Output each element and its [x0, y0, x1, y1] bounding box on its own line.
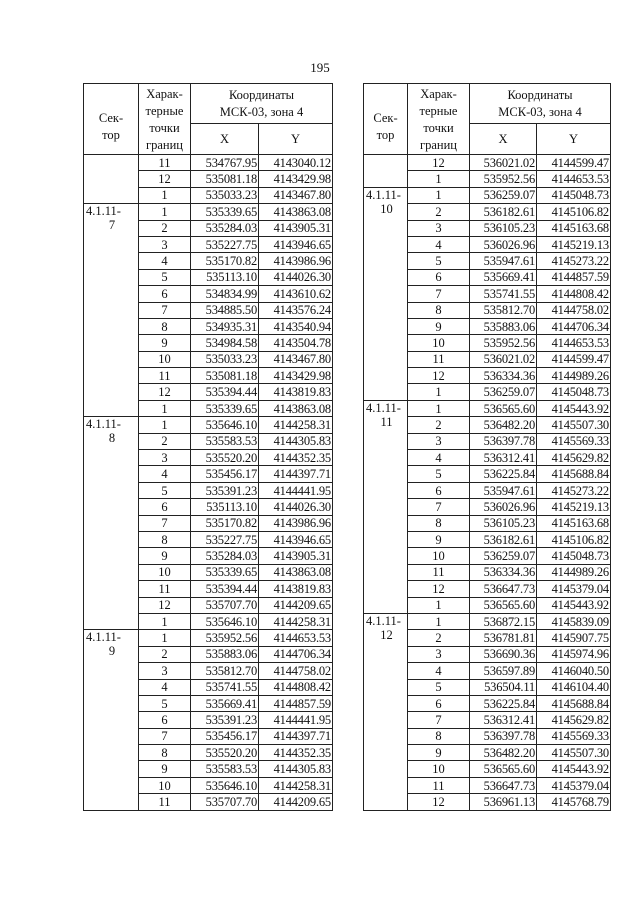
x-coordinate-cell: 536397.78: [470, 728, 537, 744]
y-coordinate-cell: 4143467.80: [259, 187, 333, 203]
y-coordinate-cell: 4143946.65: [259, 531, 333, 547]
x-coordinate-cell: 536026.96: [470, 236, 537, 252]
x-coordinate-cell: 535170.82: [191, 253, 259, 269]
x-coordinate-cell: 535033.23: [191, 187, 259, 203]
x-coordinate-cell: 535741.55: [470, 286, 537, 302]
x-coordinate-cell: 536504.11: [470, 679, 537, 695]
x-coordinate-cell: 536397.78: [470, 433, 537, 449]
y-coordinate-cell: 4143863.08: [259, 564, 333, 580]
point-number-cell: 6: [408, 269, 470, 285]
point-number-cell: 10: [408, 335, 470, 351]
y-coordinate-cell: 4145629.82: [537, 712, 611, 728]
x-coordinate-cell: 536597.89: [470, 663, 537, 679]
x-coordinate-cell: 535646.10: [191, 777, 259, 793]
x-coordinate-cell: 536781.81: [470, 630, 537, 646]
y-coordinate-cell: 4143905.31: [259, 548, 333, 564]
y-coordinate-cell: 4143576.24: [259, 302, 333, 318]
x-coordinate-cell: 535227.75: [191, 531, 259, 547]
point-number-cell: 12: [408, 794, 470, 810]
x-coordinate-cell: 535952.56: [191, 630, 259, 646]
x-coordinate-cell: 535394.44: [191, 384, 259, 400]
x-coordinate-cell: 535391.23: [191, 712, 259, 728]
table-row: [84, 417, 333, 433]
x-coordinate-cell: 535669.41: [191, 695, 259, 711]
y-coordinate-cell: 4144258.31: [259, 417, 333, 433]
point-number-cell: 12: [139, 597, 191, 613]
x-coordinate-cell: 536021.02: [470, 155, 537, 171]
x-coordinate-cell: 535520.20: [191, 450, 259, 466]
point-number-cell: 1: [408, 187, 470, 203]
sector-cell: 4.1.11- 8: [84, 417, 139, 630]
table-row: [364, 155, 611, 171]
x-coordinate-cell: 536259.07: [470, 548, 537, 564]
header-points: Харак- терные точки границ: [408, 84, 470, 155]
coordinates-table-right: [363, 83, 611, 811]
y-coordinate-cell: 4144653.53: [537, 335, 611, 351]
point-number-cell: 3: [408, 220, 470, 236]
x-coordinate-cell: 535339.65: [191, 400, 259, 416]
y-coordinate-cell: 4144258.31: [259, 777, 333, 793]
y-coordinate-cell: 4145163.68: [537, 515, 611, 531]
point-number-cell: 11: [139, 794, 191, 810]
point-number-cell: 4: [139, 679, 191, 695]
y-coordinate-cell: 4145974.96: [537, 646, 611, 662]
x-coordinate-cell: 536225.84: [470, 695, 537, 711]
y-coordinate-cell: 4145443.92: [537, 400, 611, 416]
y-coordinate-cell: 4143986.96: [259, 253, 333, 269]
y-coordinate-cell: 4145569.33: [537, 433, 611, 449]
header-sector: Сек- тор: [364, 84, 408, 155]
point-number-cell: 2: [408, 417, 470, 433]
y-coordinate-cell: 4144026.30: [259, 269, 333, 285]
y-coordinate-cell: 4145507.30: [537, 745, 611, 761]
sector-cell: 4.1.11- 7: [84, 204, 139, 417]
x-coordinate-cell: 535952.56: [470, 335, 537, 351]
x-coordinate-cell: 535947.61: [470, 253, 537, 269]
x-coordinate-cell: 536182.61: [470, 204, 537, 220]
point-number-cell: 8: [139, 745, 191, 761]
point-number-cell: 11: [139, 155, 191, 171]
y-coordinate-cell: 4144706.34: [259, 646, 333, 662]
point-number-cell: 3: [408, 646, 470, 662]
point-number-cell: 2: [139, 433, 191, 449]
x-coordinate-cell: 535284.03: [191, 548, 259, 564]
y-coordinate-cell: 4145106.82: [537, 204, 611, 220]
x-coordinate-cell: 535339.65: [191, 204, 259, 220]
x-coordinate-cell: 535812.70: [191, 663, 259, 679]
point-number-cell: 1: [408, 597, 470, 613]
point-number-cell: 8: [408, 302, 470, 318]
y-coordinate-cell: 4144209.65: [259, 794, 333, 810]
x-coordinate-cell: 535113.10: [191, 499, 259, 515]
point-number-cell: 1: [408, 613, 470, 629]
point-number-cell: 10: [408, 548, 470, 564]
y-coordinate-cell: 4145379.04: [537, 777, 611, 793]
point-number-cell: 1: [408, 400, 470, 416]
point-number-cell: 8: [139, 318, 191, 334]
coordinates-table-left: [83, 83, 333, 811]
y-coordinate-cell: 4145688.84: [537, 695, 611, 711]
y-coordinate-cell: 4144441.95: [259, 712, 333, 728]
y-coordinate-cell: 4145839.09: [537, 613, 611, 629]
point-number-cell: 4: [139, 466, 191, 482]
x-coordinate-cell: 535456.17: [191, 466, 259, 482]
point-number-cell: 4: [408, 450, 470, 466]
y-coordinate-cell: 4144808.42: [537, 286, 611, 302]
x-coordinate-cell: 536872.15: [470, 613, 537, 629]
x-coordinate-cell: 535227.75: [191, 236, 259, 252]
sector-cell: 4.1.11- 12: [364, 613, 408, 810]
point-number-cell: 7: [408, 712, 470, 728]
header-coordinates: Координаты МСК-03, зона 4: [470, 84, 611, 124]
y-coordinate-cell: 4144599.47: [537, 155, 611, 171]
point-number-cell: 11: [139, 581, 191, 597]
y-coordinate-cell: 4144026.30: [259, 499, 333, 515]
x-coordinate-cell: 534767.95: [191, 155, 259, 171]
y-coordinate-cell: 4145569.33: [537, 728, 611, 744]
y-coordinate-cell: 4146104.40: [537, 679, 611, 695]
point-number-cell: 11: [139, 368, 191, 384]
y-coordinate-cell: 4143467.80: [259, 351, 333, 367]
header-sector: Сек- тор: [84, 84, 139, 155]
y-coordinate-cell: 4144857.59: [259, 695, 333, 711]
y-coordinate-cell: 4145219.13: [537, 499, 611, 515]
point-number-cell: 9: [408, 318, 470, 334]
x-coordinate-cell: 536961.13: [470, 794, 537, 810]
point-number-cell: 4: [408, 236, 470, 252]
x-coordinate-cell: 536647.73: [470, 581, 537, 597]
x-coordinate-cell: 536105.23: [470, 515, 537, 531]
point-number-cell: 8: [408, 515, 470, 531]
point-number-cell: 3: [139, 450, 191, 466]
point-number-cell: 1: [139, 613, 191, 629]
point-number-cell: 1: [139, 630, 191, 646]
header-points: Харак- терные точки границ: [139, 84, 191, 155]
point-number-cell: 5: [139, 695, 191, 711]
header-coordinates: Координаты МСК-03, зона 4: [191, 84, 333, 124]
x-coordinate-cell: 535033.23: [191, 351, 259, 367]
x-coordinate-cell: 536334.36: [470, 368, 537, 384]
y-coordinate-cell: 4143040.12: [259, 155, 333, 171]
point-number-cell: 9: [139, 548, 191, 564]
x-coordinate-cell: 535456.17: [191, 728, 259, 744]
table-row: [84, 204, 333, 220]
y-coordinate-cell: 4143504.78: [259, 335, 333, 351]
point-number-cell: 1: [408, 171, 470, 187]
point-number-cell: 1: [139, 417, 191, 433]
x-coordinate-cell: 536690.36: [470, 646, 537, 662]
x-coordinate-cell: 535646.10: [191, 417, 259, 433]
x-coordinate-cell: 536026.96: [470, 499, 537, 515]
x-coordinate-cell: 535583.53: [191, 761, 259, 777]
x-coordinate-cell: 536312.41: [470, 712, 537, 728]
y-coordinate-cell: 4143905.31: [259, 220, 333, 236]
point-number-cell: 9: [408, 745, 470, 761]
point-number-cell: 5: [408, 466, 470, 482]
header-x: X: [470, 124, 537, 155]
point-number-cell: 3: [408, 433, 470, 449]
y-coordinate-cell: 4144352.35: [259, 745, 333, 761]
y-coordinate-cell: 4145048.73: [537, 548, 611, 564]
point-number-cell: 2: [139, 646, 191, 662]
x-coordinate-cell: 534885.50: [191, 302, 259, 318]
x-coordinate-cell: 536259.07: [470, 384, 537, 400]
x-coordinate-cell: 535081.18: [191, 368, 259, 384]
x-coordinate-cell: 536334.36: [470, 564, 537, 580]
y-coordinate-cell: 4145688.84: [537, 466, 611, 482]
y-coordinate-cell: 4144758.02: [259, 663, 333, 679]
x-coordinate-cell: 536565.60: [470, 597, 537, 613]
x-coordinate-cell: 536105.23: [470, 220, 537, 236]
y-coordinate-cell: 4144758.02: [537, 302, 611, 318]
y-coordinate-cell: 4143540.94: [259, 318, 333, 334]
x-coordinate-cell: 535391.23: [191, 482, 259, 498]
y-coordinate-cell: 4145219.13: [537, 236, 611, 252]
y-coordinate-cell: 4145106.82: [537, 531, 611, 547]
point-number-cell: 12: [139, 384, 191, 400]
y-coordinate-cell: 4146040.50: [537, 663, 611, 679]
page-number: 195: [310, 60, 330, 75]
x-coordinate-cell: 535883.06: [470, 318, 537, 334]
point-number-cell: 6: [139, 712, 191, 728]
x-coordinate-cell: 535952.56: [470, 171, 537, 187]
point-number-cell: 2: [408, 204, 470, 220]
point-number-cell: 10: [408, 761, 470, 777]
y-coordinate-cell: 4144258.31: [259, 613, 333, 629]
x-coordinate-cell: 535707.70: [191, 597, 259, 613]
point-number-cell: 8: [408, 728, 470, 744]
x-coordinate-cell: 535081.18: [191, 171, 259, 187]
point-number-cell: 6: [139, 499, 191, 515]
point-number-cell: 5: [408, 253, 470, 269]
table-row: [84, 630, 333, 646]
point-number-cell: 5: [139, 482, 191, 498]
x-coordinate-cell: 536225.84: [470, 466, 537, 482]
point-number-cell: 1: [139, 187, 191, 203]
y-coordinate-cell: 4145379.04: [537, 581, 611, 597]
y-coordinate-cell: 4144441.95: [259, 482, 333, 498]
y-coordinate-cell: 4143986.96: [259, 515, 333, 531]
y-coordinate-cell: 4144599.47: [537, 351, 611, 367]
x-coordinate-cell: 535170.82: [191, 515, 259, 531]
table-row: [84, 155, 333, 171]
y-coordinate-cell: 4143946.65: [259, 236, 333, 252]
y-coordinate-cell: 4143863.08: [259, 400, 333, 416]
point-number-cell: 5: [139, 269, 191, 285]
x-coordinate-cell: 535669.41: [470, 269, 537, 285]
header-y: Y: [259, 124, 333, 155]
point-number-cell: 8: [139, 531, 191, 547]
point-number-cell: 12: [139, 171, 191, 187]
y-coordinate-cell: 4145048.73: [537, 187, 611, 203]
y-coordinate-cell: 4144352.35: [259, 450, 333, 466]
sector-cell: 4.1.11- 9: [84, 630, 139, 810]
y-coordinate-cell: 4144857.59: [537, 269, 611, 285]
y-coordinate-cell: 4143429.98: [259, 171, 333, 187]
y-coordinate-cell: 4144305.83: [259, 433, 333, 449]
y-coordinate-cell: 4145768.79: [537, 794, 611, 810]
point-number-cell: 12: [408, 368, 470, 384]
x-coordinate-cell: 535394.44: [191, 581, 259, 597]
x-coordinate-cell: 535520.20: [191, 745, 259, 761]
point-number-cell: 6: [408, 482, 470, 498]
y-coordinate-cell: 4144706.34: [537, 318, 611, 334]
x-coordinate-cell: 534834.99: [191, 286, 259, 302]
point-number-cell: 12: [408, 155, 470, 171]
point-number-cell: 9: [139, 335, 191, 351]
point-number-cell: 12: [408, 581, 470, 597]
y-coordinate-cell: 4145163.68: [537, 220, 611, 236]
y-coordinate-cell: 4144989.26: [537, 564, 611, 580]
y-coordinate-cell: 4145629.82: [537, 450, 611, 466]
point-number-cell: 7: [139, 515, 191, 531]
point-number-cell: 4: [408, 663, 470, 679]
point-number-cell: 2: [139, 220, 191, 236]
point-number-cell: 9: [408, 531, 470, 547]
y-coordinate-cell: 4145443.92: [537, 597, 611, 613]
y-coordinate-cell: 4145273.22: [537, 482, 611, 498]
point-number-cell: 7: [408, 499, 470, 515]
y-coordinate-cell: 4145443.92: [537, 761, 611, 777]
point-number-cell: 4: [139, 253, 191, 269]
table-row: [364, 187, 611, 203]
point-number-cell: 1: [139, 400, 191, 416]
sector-cell: 4.1.11- 11: [364, 400, 408, 613]
point-number-cell: 5: [408, 679, 470, 695]
y-coordinate-cell: 4145507.30: [537, 417, 611, 433]
point-number-cell: 11: [408, 777, 470, 793]
y-coordinate-cell: 4145907.75: [537, 630, 611, 646]
point-number-cell: 7: [139, 302, 191, 318]
x-coordinate-cell: 535113.10: [191, 269, 259, 285]
y-coordinate-cell: 4144397.71: [259, 466, 333, 482]
x-coordinate-cell: 536647.73: [470, 777, 537, 793]
x-coordinate-cell: 535812.70: [470, 302, 537, 318]
point-number-cell: 9: [139, 761, 191, 777]
point-number-cell: 1: [139, 204, 191, 220]
x-coordinate-cell: 535707.70: [191, 794, 259, 810]
x-coordinate-cell: 535646.10: [191, 613, 259, 629]
x-coordinate-cell: 535583.53: [191, 433, 259, 449]
sector-cell: [84, 155, 139, 204]
point-number-cell: 2: [408, 630, 470, 646]
point-number-cell: 6: [408, 695, 470, 711]
point-number-cell: 7: [139, 728, 191, 744]
y-coordinate-cell: 4144305.83: [259, 761, 333, 777]
x-coordinate-cell: 535741.55: [191, 679, 259, 695]
x-coordinate-cell: 536565.60: [470, 761, 537, 777]
y-coordinate-cell: 4144653.53: [537, 171, 611, 187]
point-number-cell: 10: [139, 777, 191, 793]
y-coordinate-cell: 4144989.26: [537, 368, 611, 384]
point-number-cell: 6: [139, 286, 191, 302]
y-coordinate-cell: 4145048.73: [537, 384, 611, 400]
x-coordinate-cell: 535339.65: [191, 564, 259, 580]
y-coordinate-cell: 4145273.22: [537, 253, 611, 269]
x-coordinate-cell: 534935.31: [191, 318, 259, 334]
x-coordinate-cell: 534984.58: [191, 335, 259, 351]
y-coordinate-cell: 4143610.62: [259, 286, 333, 302]
y-coordinate-cell: 4143429.98: [259, 368, 333, 384]
y-coordinate-cell: 4144808.42: [259, 679, 333, 695]
x-coordinate-cell: 536482.20: [470, 745, 537, 761]
y-coordinate-cell: 4144209.65: [259, 597, 333, 613]
x-coordinate-cell: 536182.61: [470, 531, 537, 547]
table-row: [364, 400, 611, 416]
point-number-cell: 11: [408, 351, 470, 367]
x-coordinate-cell: 536312.41: [470, 450, 537, 466]
y-coordinate-cell: 4144397.71: [259, 728, 333, 744]
x-coordinate-cell: 536259.07: [470, 187, 537, 203]
point-number-cell: 7: [408, 286, 470, 302]
x-coordinate-cell: 535284.03: [191, 220, 259, 236]
point-number-cell: 3: [139, 663, 191, 679]
table-row: [364, 613, 611, 629]
point-number-cell: 11: [408, 564, 470, 580]
y-coordinate-cell: 4143819.83: [259, 384, 333, 400]
point-number-cell: 10: [139, 351, 191, 367]
y-coordinate-cell: 4143819.83: [259, 581, 333, 597]
x-coordinate-cell: 536482.20: [470, 417, 537, 433]
x-coordinate-cell: 536021.02: [470, 351, 537, 367]
sector-cell: 4.1.11- 10: [364, 187, 408, 400]
x-coordinate-cell: 535883.06: [191, 646, 259, 662]
header-y: Y: [537, 124, 611, 155]
x-coordinate-cell: 536565.60: [470, 400, 537, 416]
point-number-cell: 10: [139, 564, 191, 580]
y-coordinate-cell: 4143863.08: [259, 204, 333, 220]
point-number-cell: 1: [408, 384, 470, 400]
sector-cell: [364, 155, 408, 188]
point-number-cell: 3: [139, 236, 191, 252]
x-coordinate-cell: 535947.61: [470, 482, 537, 498]
header-x: X: [191, 124, 259, 155]
y-coordinate-cell: 4144653.53: [259, 630, 333, 646]
